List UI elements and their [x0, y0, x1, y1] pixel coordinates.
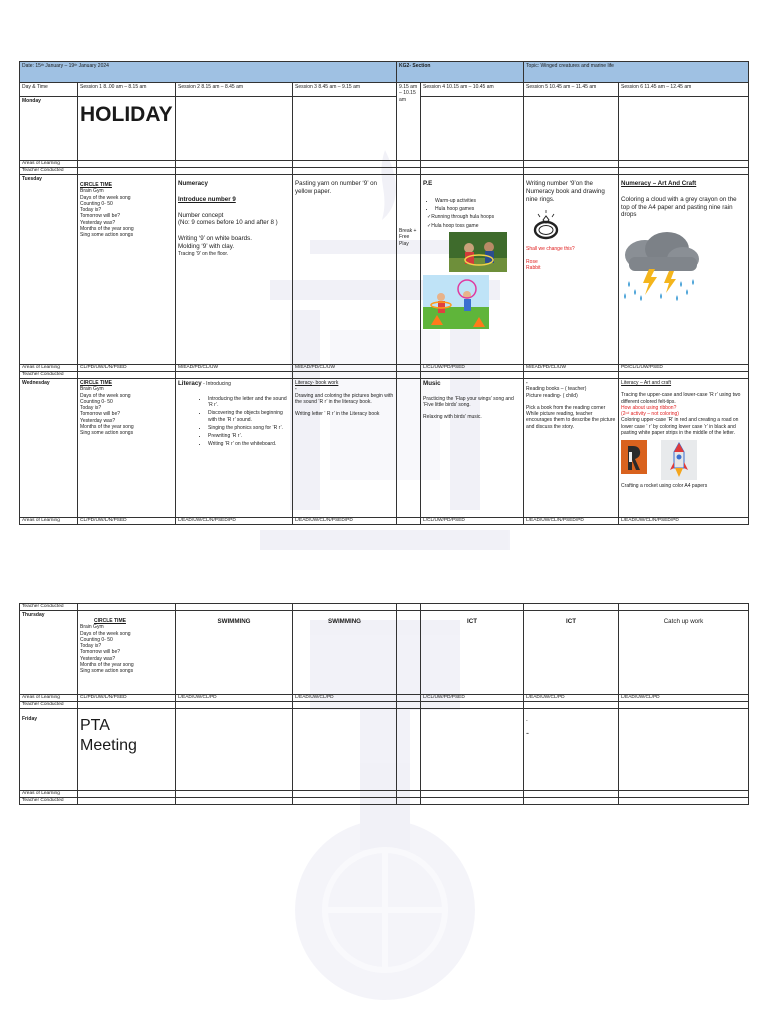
circle-line: Sing some action songs	[80, 232, 134, 238]
circle-line: Counting 0- 50	[80, 398, 113, 405]
text-line: Writing letter ‘ R r’ in the Literacy book	[295, 411, 380, 417]
areas-label: Areas of Learning	[20, 695, 78, 702]
list-item: • Hula hoop games	[435, 206, 521, 212]
swimming-label: SWIMMING	[217, 618, 251, 625]
numeracy-title: Numeracy	[178, 180, 208, 187]
teacher-label: Teacher Conducted	[20, 798, 78, 805]
catch-up-label: Catch up work	[663, 618, 704, 625]
text-line: Number concept	[178, 211, 224, 219]
circle-line: Days of the week song	[80, 630, 131, 637]
friday-session-5	[524, 709, 619, 791]
wednesday-teacher-row	[20, 604, 749, 611]
wednesday-session-4	[421, 379, 524, 518]
friday-row	[20, 709, 749, 791]
wednesday-areas-row	[20, 518, 749, 525]
list-item: ✓ Running through hula hoops	[427, 214, 521, 220]
circle-line: Today is?	[80, 207, 102, 213]
monday-areas-row	[20, 161, 749, 168]
areas-value: L/EAD/UW/CL/PD	[176, 695, 293, 702]
areas-value: PD/CL/L/UW/PSED	[619, 365, 749, 372]
col-session-6: Session 6 11.45 am – 12.45 am	[619, 83, 749, 97]
circle-line: Sing some action songs	[80, 668, 134, 674]
text-line: Molding ‘9’ with clay.	[178, 242, 235, 250]
list-item: • Discovering the objects beginning with the ‘R r’ sound.	[208, 410, 290, 423]
circle-time-title: CIRCLE TIME	[80, 182, 112, 188]
areas-value: M/EAD/PD/CL/UW	[293, 365, 397, 372]
thursday-areas-row	[20, 695, 749, 702]
circle-line: Brain Gym	[80, 624, 104, 631]
circle-line: Brain Gym	[80, 386, 104, 393]
day-label-tuesday: Tuesday	[20, 175, 78, 365]
letter-r-craft-photo-icon	[621, 440, 647, 474]
comment-note: How about using ribbon?	[621, 404, 677, 411]
circle-line: Tomorrow will be?	[80, 411, 121, 418]
text-line: Drawing and coloring the pictures begin with the sound ‘R r’ in the literacy book.	[295, 392, 394, 405]
areas-label: Areas of Learning	[20, 791, 78, 798]
numeracy-subtitle: Introduce number 9	[178, 195, 236, 203]
rocket-craft-photo-icon	[661, 440, 697, 480]
list-item: ✓ Hula hoop toss game	[427, 223, 521, 229]
circle-time-title: CIRCLE TIME	[94, 618, 126, 624]
pta-text: PTA	[80, 717, 110, 734]
text-line: (No: 9 comes before 10 and after 8 )	[178, 219, 278, 227]
list-item: • Warm-up activities	[435, 198, 521, 204]
day-label-thursday: Thursday	[20, 611, 78, 695]
tuesday-teacher-row	[20, 372, 749, 379]
pta-meeting-label	[80, 716, 173, 756]
monday-teacher-row	[20, 168, 749, 175]
areas-value: L/EAD/UW/CL/PD	[524, 695, 619, 702]
column-header-row	[20, 83, 749, 97]
teacher-label: Teacher Conducted	[20, 372, 78, 379]
teacher-label: Teacher Conducted	[20, 702, 78, 709]
areas-value: L/EAD/UW/CL/PD	[293, 695, 397, 702]
col-day-time: Day & Time	[20, 83, 78, 97]
dash-marker: -	[526, 380, 528, 386]
friday-session-1	[78, 709, 176, 791]
text-line: Reading books – ( teacher)	[526, 386, 587, 393]
areas-label: Areas of Learning	[20, 161, 78, 168]
col-break-time: 9.15 am – 10.15 am	[397, 83, 421, 161]
circle-line: Counting 0- 50	[80, 200, 113, 207]
areas-value: L/CL/UW/PD/PSED	[421, 695, 524, 702]
meeting-text: Meeting	[80, 737, 137, 754]
thursday-session-6	[619, 611, 749, 695]
art-craft-title: Literacy – Art and craft	[621, 380, 672, 386]
wednesday-session-5	[524, 379, 619, 518]
circle-line: Brain Gym	[80, 188, 104, 195]
text-line: Relaxing with birds’ music.	[423, 414, 482, 421]
areas-value: M/EAD/PD/CL/UW	[176, 365, 293, 372]
topic: Topic: Winged creatures and marine life	[524, 62, 749, 83]
thursday-teacher-row	[20, 702, 749, 709]
areas-value: L/CL/UW/PD/PSED	[421, 518, 524, 525]
list-item: • Writing ‘R r’ on the whiteboard.	[208, 441, 290, 447]
day-label-wednesday: Wednesday	[20, 379, 78, 518]
text-line: Writing ‘9’ on white boards.	[178, 235, 252, 242]
thursday-row	[20, 611, 749, 695]
areas-value: M/EAD/PD/CL/UW	[524, 365, 619, 372]
art-craft-title: Numeracy – Art And Craft	[621, 180, 697, 187]
areas-label: Areas of Learning	[20, 518, 78, 525]
bookwork-title: Literacy- book work	[295, 380, 339, 386]
circle-line: Yesterday was?	[80, 417, 116, 424]
circle-line: Yesterday was?	[80, 219, 116, 226]
circle-line: Months of the year song	[80, 225, 134, 232]
wednesday-row	[20, 379, 749, 518]
areas-value: L/EAD/UW/CL/N/PSED/PD	[524, 518, 619, 525]
text-line: Picture reading- ( child)	[526, 392, 578, 399]
comment-note: (2ⁿᵈ activity – not coloring)	[621, 411, 679, 417]
friday-areas-row	[20, 791, 749, 798]
thursday-session-4	[421, 611, 524, 695]
areas-value: L/EAD/UW/CL/N/PSED/PD	[619, 518, 749, 525]
circle-line: Sing some action songs	[80, 430, 134, 436]
col-session-2: Session 2 8.15 am – 8.45 am	[176, 83, 293, 97]
circle-line: Months of the year song	[80, 661, 134, 668]
day-label-friday	[20, 709, 78, 791]
holiday-label: HOLIDAY	[80, 103, 173, 126]
date-range: Date: 15ᵗʰ January – 19ᵗʰ January 2024	[20, 62, 397, 83]
literacy-subtitle: - Introducing	[201, 381, 231, 387]
tuesday-session-4	[421, 175, 524, 365]
thursday-session-2	[176, 611, 293, 695]
areas-value: CL/PD/UW/L/N/PSED	[78, 518, 176, 525]
image-caption: Crafting a rocket using color A4 papers	[621, 483, 708, 489]
teacher-label: Teacher Conducted	[20, 168, 78, 175]
hula-hoop-photo-icon	[449, 232, 507, 272]
circle-line: Days of the week song	[80, 194, 131, 201]
teacher-label: Teacher Conducted	[20, 604, 78, 611]
text-line: Pick a book from the reading corner	[526, 404, 606, 411]
circle-line: Tomorrow will be?	[80, 213, 121, 220]
monday-row	[20, 97, 749, 161]
comment-note: Rabbit	[526, 264, 541, 271]
class-section: KG2- Section	[397, 62, 524, 83]
dash-marker: -	[526, 718, 528, 724]
ict-label: ICT	[467, 618, 477, 625]
tuesday-session-6	[619, 175, 749, 365]
break-label: Break + Free Play	[399, 228, 417, 247]
col-session-5: Session 5 10.45 am – 11.45 am	[524, 83, 619, 97]
text-line: Tracing the upper-case and lower-case ‘R r’ using two different colored felt-tips.	[621, 392, 741, 405]
swimming-label: SWIMMING	[328, 618, 361, 625]
dash-marker: -	[295, 386, 297, 393]
areas-value: CL/PD/UW/L/N/PSED	[78, 695, 176, 702]
ring-icon	[528, 206, 564, 242]
areas-value: L/CL/UW/PD/PSED	[421, 365, 524, 372]
music-title: Music	[423, 380, 441, 387]
list-item: • Prewriting ‘R r’.	[208, 433, 290, 439]
areas-label: Areas of Learning	[20, 365, 78, 372]
list-item: • Singing the phonics song for ‘R r’.	[208, 425, 290, 431]
text-line: Writing number ‘9’on the Numeracy book and drawing nine rings.	[526, 180, 605, 203]
col-session-1: Session 1 8..00 am – 8.15 am	[78, 83, 176, 97]
circle-line: Counting 0- 50	[80, 636, 113, 643]
circle-line: Today is?	[80, 405, 102, 411]
areas-value: L/EAD/UW/CL/N/PSED/PD	[293, 518, 397, 525]
thursday-session-3	[293, 611, 397, 695]
circle-time-title: CIRCLE TIME	[80, 380, 112, 386]
comment-note: Shall we change this?	[526, 246, 575, 253]
text-line: While picture reading, teacher encourages them to describe the picture and discuss the story.	[526, 411, 616, 430]
tuesday-session-3	[293, 175, 397, 365]
thursday-session-1	[78, 611, 176, 695]
wednesday-session-2	[176, 379, 293, 518]
text-line: Tracing ‘9’ on the floor.	[178, 250, 229, 257]
text-line: Practicing the ‘Flap your wings’ song and ‘Five little birds’ song.	[423, 395, 514, 408]
list-item: • Introducing the letter and the sound ‘R r’.	[208, 396, 290, 409]
ict-label: ICT	[566, 618, 576, 625]
circle-line: Days of the week song	[80, 392, 131, 399]
circle-line: Today is?	[80, 643, 102, 649]
tuesday-session-1	[78, 175, 176, 365]
break-cell	[397, 175, 421, 365]
wednesday-session-1	[78, 379, 176, 518]
wednesday-session-3	[293, 379, 397, 518]
circle-line: Months of the year song	[80, 423, 134, 430]
comment-note: Rose	[526, 258, 538, 265]
areas-value: L/EAD/UW/CL/PD	[619, 695, 749, 702]
weekly-plan-table-page2	[19, 603, 749, 805]
thursday-session-5	[524, 611, 619, 695]
weekly-plan-table-page1	[19, 61, 749, 525]
areas-value: CL/PD/UW/L/N/PSED	[78, 365, 176, 372]
day-label-monday: Monday	[20, 97, 78, 161]
rain-cloud-icon	[621, 231, 701, 305]
day-text: Friday	[22, 716, 38, 722]
wednesday-session-6	[619, 379, 749, 518]
text-line: Pasting yarn on number ‘9’ on yellow paper.	[295, 180, 377, 195]
text-line: Coloring a cloud with a grey crayon on the top of the A4 paper and pasting nine rain drops	[621, 195, 737, 219]
dash-marker: -	[526, 728, 529, 739]
col-session-4: Session 4 10.15 am – 10.45 am	[421, 83, 524, 97]
pe-title: P.E	[423, 180, 433, 187]
literacy-title: Literacy	[178, 380, 202, 387]
kids-hula-hoop-photo-icon	[423, 275, 489, 329]
friday-teacher-row	[20, 798, 749, 805]
header-row	[20, 62, 749, 83]
tuesday-row	[20, 175, 749, 365]
circle-line: Yesterday was?	[80, 655, 116, 662]
areas-value: L/EAD/UW/CL/N/PSED/PD	[176, 518, 293, 525]
col-session-3: Session 3 8.45 am – 9.15 am	[293, 83, 397, 97]
tuesday-areas-row	[20, 365, 749, 372]
text-line: Coloring upper-case ‘R’ in red and creating a road on lower case ‘ r’ by coloring lower case ‘r’ in black and pasting white paper strips in the middle of the letter.	[621, 417, 739, 436]
tuesday-session-2	[176, 175, 293, 365]
circle-line: Tomorrow will be?	[80, 649, 121, 656]
tuesday-session-5	[524, 175, 619, 365]
